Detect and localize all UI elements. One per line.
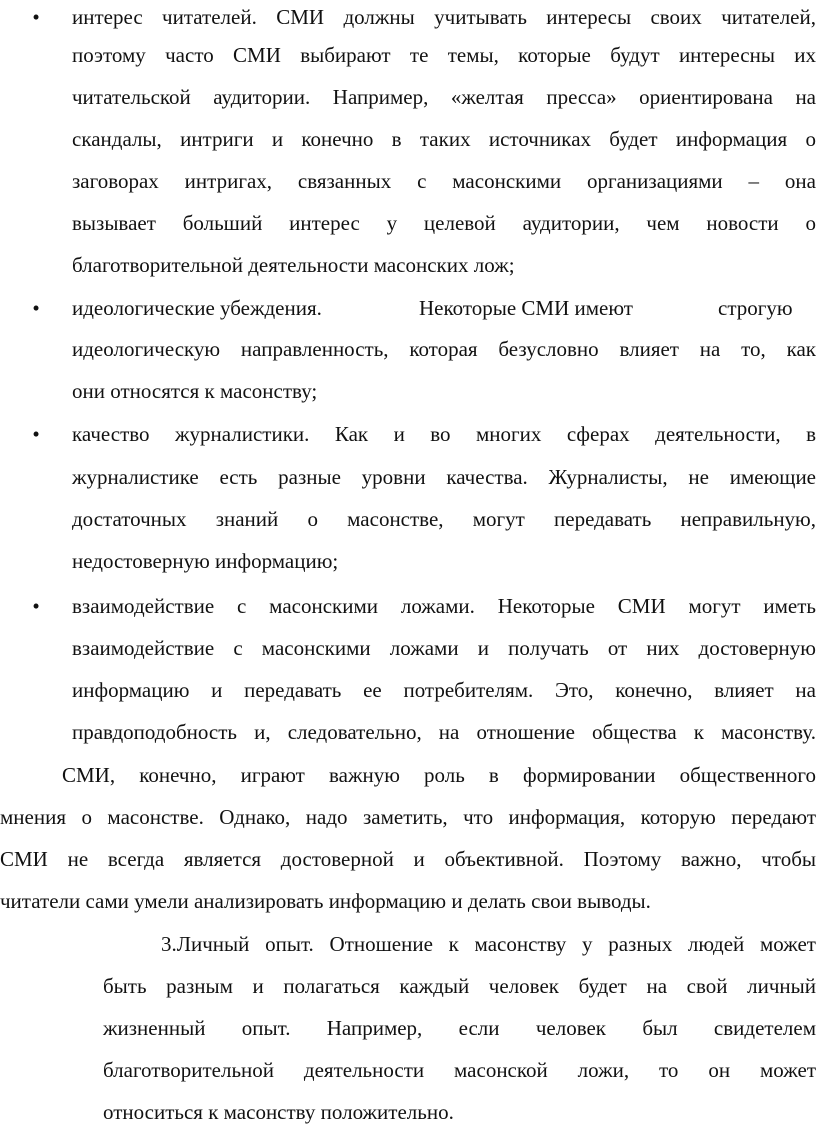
- bullet-2-line-3: они относятся к масонству;: [72, 379, 318, 403]
- bullet-marker: •: [32, 5, 40, 29]
- bullet-4-line-3: информацию и передавать ее потребителям. Это, конечно, влияет на: [72, 678, 816, 702]
- bullet-marker: •: [32, 296, 40, 320]
- paragraph-line-3: СМИ не всегда является достоверной и объективной. Поэтому важно, чтобы: [0, 847, 816, 871]
- paragraph-line-2: мнения о масонстве. Однако, надо заметить, что информация, которую передают: [0, 805, 816, 829]
- bullet-3-line-4: недостоверную информацию;: [72, 549, 339, 573]
- bullet-1-line-4: скандалы, интриги и конечно в таких источниках будет информация о: [72, 127, 816, 151]
- bullet-marker: •: [32, 594, 40, 618]
- bullet-2-line-2: идеологическую направленность, которая безусловно влияет на то, как: [72, 337, 816, 361]
- bullet-1-line-3: читательской аудитории. Например, «желтая пресса» ориентирована на: [72, 85, 816, 109]
- bullet-4-line-2: взаимодействие с масонскими ложами и получать от них достоверную: [72, 636, 816, 660]
- bullet-2-line-1-mid: Некоторые СМИ имеют: [419, 296, 633, 320]
- bullet-1-line-6: вызывает больший интерес у целевой аудитории, чем новости о: [72, 211, 816, 235]
- bullet-2-line-1-text: идеологические убеждения.: [72, 296, 322, 320]
- bullet-3-line-1: качество журналистики. Как и во многих сферах деятельности, в: [72, 422, 816, 446]
- bullet-1-line-7: благотворительной деятельности масонских лож;: [72, 253, 515, 277]
- bullet-2-line-1-end: строгую: [718, 296, 793, 320]
- numbered-item-line-1: 3.Личный опыт. Отношение к масонству у разных людей может: [161, 932, 816, 956]
- numbered-item-line-3: жизненный опыт. Например, если человек был свидетелем: [103, 1016, 816, 1040]
- bullet-4-line-4: правдоподобность и, следовательно, на отношение общества к масонству.: [72, 720, 816, 744]
- bullet-1-line-2: поэтому часто СМИ выбирают те темы, которые будут интересны их: [72, 43, 816, 67]
- bullet-3-line-2: журналистике есть разные уровни качества. Журналисты, не имеющие: [72, 465, 816, 489]
- bullet-1-line-1: интерес читателей. СМИ должны учитывать интересы своих читателей,: [72, 5, 816, 29]
- bullet-3-line-3: достаточных знаний о масонстве, могут передавать неправильную,: [72, 507, 816, 531]
- bullet-1-line-5: заговорах интригах, связанных с масонскими организациями – она: [72, 169, 816, 193]
- paragraph-line-4: читатели сами умели анализировать информацию и делать свои выводы.: [0, 889, 651, 913]
- numbered-item-line-5: относиться к масонству положительно.: [103, 1100, 454, 1124]
- numbered-item-line-4: благотворительной деятельности масонской ложи, то он может: [103, 1058, 816, 1082]
- paragraph-line-1: СМИ, конечно, играют важную роль в формировании общественного: [62, 763, 816, 787]
- bullet-marker: •: [32, 422, 40, 446]
- bullet-4-line-1: взаимодействие с масонскими ложами. Некоторые СМИ могут иметь: [72, 594, 816, 618]
- numbered-item-line-2: быть разным и полагаться каждый человек будет на свой личный: [103, 974, 816, 998]
